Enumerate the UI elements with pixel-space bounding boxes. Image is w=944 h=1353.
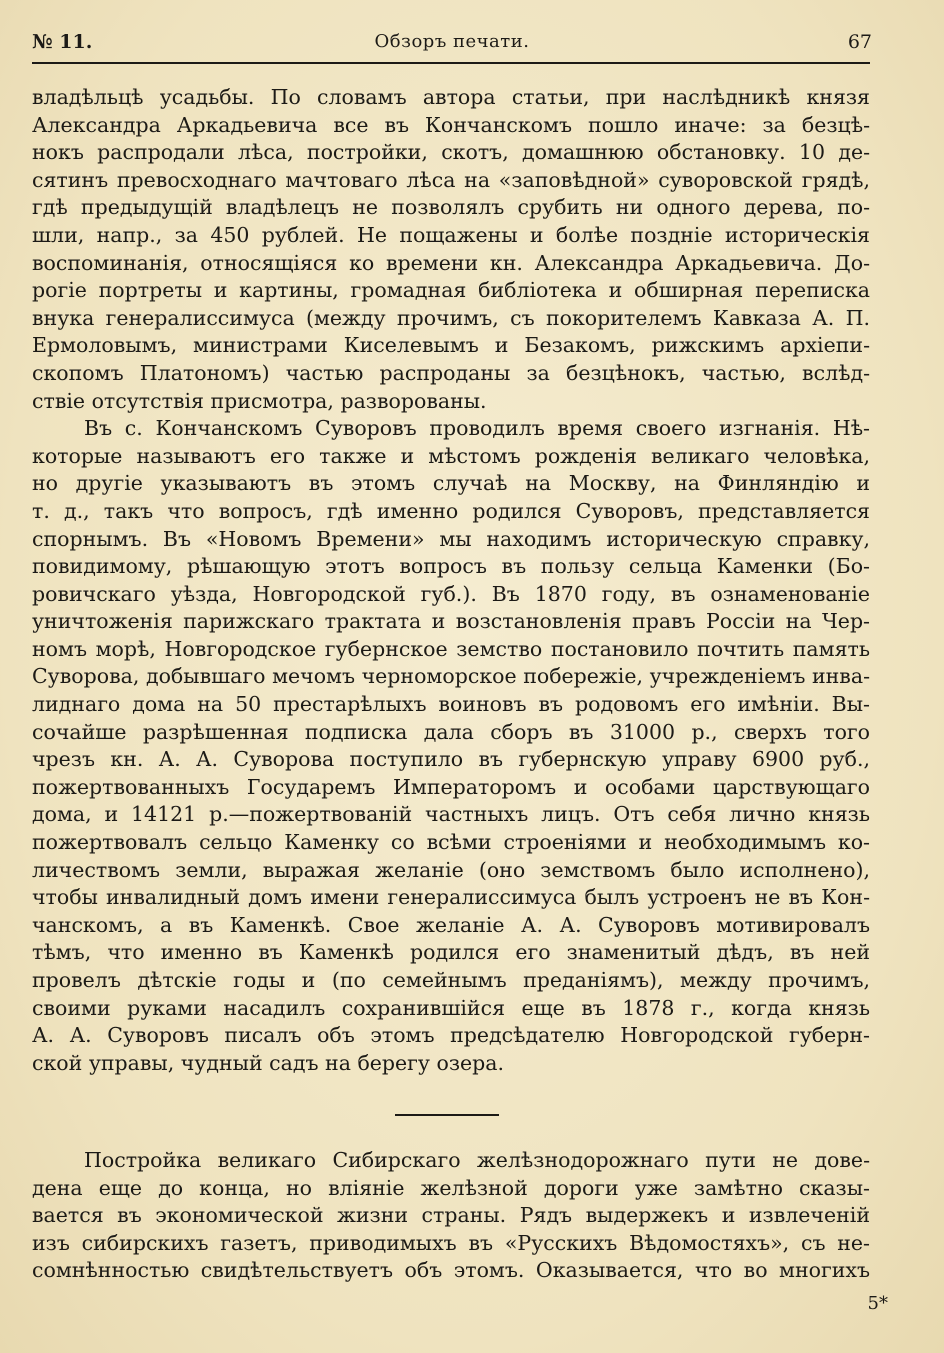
text-line: ствіе отсутствія присмотра, разворованы. bbox=[32, 388, 487, 413]
text-line: чанскомъ, а въ Каменкѣ. Свое желаніе А. А. Суворовъ мотивировалъ bbox=[32, 912, 870, 937]
text-line: Постройка великаго Сибирскаго желѣзнодорожнаго пути не дове- bbox=[84, 1148, 870, 1172]
text-line: чрезъ кн. А. А. Суворова поступило въ губернскую управу 6900 руб., bbox=[32, 747, 870, 772]
paragraph-2 bbox=[32, 415, 870, 1077]
section-separator bbox=[395, 1114, 499, 1116]
text-line: сомнѣнностью свидѣтельствуетъ объ этомъ. Оказывается, что во многихъ bbox=[32, 1258, 870, 1283]
text-line: которые называютъ его также и мѣстомъ рожденія великаго человѣка, bbox=[32, 443, 870, 468]
text-line: А. А. Суворовъ писалъ объ этомъ предсѣдателю Новгородской губерн- bbox=[32, 1023, 870, 1048]
text-line: сятинъ превосходнаго мачтоваго лѣса на «заповѣдной» суворовской грядѣ, bbox=[32, 167, 870, 192]
text-line: владѣльцѣ усадьбы. По словамъ автора статьи, при наслѣдникѣ князя bbox=[32, 85, 870, 109]
text-line: дена еще до конца, но вліяніе желѣзной дороги уже замѣтно сказы- bbox=[32, 1175, 870, 1200]
text-line: повидимому, рѣшающую этотъ вопросъ въ пользу сельца Каменки (Бо- bbox=[32, 554, 870, 579]
text-line: Александра Аркадьевича все въ Кончанскомъ пошло иначе: за безцѣ- bbox=[32, 112, 870, 137]
text-line: Ермоловымъ, министрами Киселевымъ и Безакомъ, рижскимъ архіепи- bbox=[32, 333, 870, 358]
text-line: провелъ дѣтскіе годы и (по семейнымъ преданіямъ), между прочимъ, bbox=[32, 968, 870, 992]
paragraph-1 bbox=[32, 84, 870, 415]
text-line: шли, напр., за 450 рублей. Не пощажены и болѣе поздніе историческія bbox=[32, 222, 870, 247]
text-line: сочайше разрѣшенная подписка дала сборъ въ 31000 р., сверхъ того bbox=[32, 719, 870, 744]
issue-number: № 11. bbox=[32, 31, 93, 53]
text-line: чтобы инвалидный домъ имени генералиссимуса былъ устроенъ не въ Кон- bbox=[32, 885, 870, 910]
text-line: уничтоженія парижскаго трактата и возстановленія правъ Россіи на Чер- bbox=[32, 609, 870, 634]
main-text bbox=[32, 84, 870, 1077]
text-line: номъ морѣ, Новгородское губернское земство постановило почтить память bbox=[32, 636, 870, 661]
signature-mark: 5* bbox=[867, 1293, 888, 1314]
text-line: воспоминанія, относящіяся ко времени кн. Александра Аркадьевича. До- bbox=[32, 250, 870, 275]
text-line: пожертвовалъ сельцо Каменку со всѣми строеніями и необходимымъ ко- bbox=[32, 830, 870, 855]
paragraph-3 bbox=[32, 1147, 870, 1285]
text-line: спорнымъ. Въ «Новомъ Времени» мы находимъ историческую справку, bbox=[32, 526, 870, 551]
text-line: т. д., такъ что вопросъ, гдѣ именно родился Суворовъ, представляется bbox=[32, 498, 870, 523]
text-line: пожертвованныхъ Государемъ Императоромъ и особами царствующаго bbox=[32, 774, 870, 799]
text-line: тѣмъ, что именно въ Каменкѣ родился его знаменитый дѣдъ, въ ней bbox=[32, 940, 870, 965]
text-line: лиднаго дома на 50 престарѣлыхъ воиновъ въ родовомъ его имѣніи. Вы- bbox=[32, 692, 870, 717]
text-line: дома, и 14121 р.—пожертвованій частныхъ лицъ. Отъ себя лично князь bbox=[32, 802, 870, 827]
text-line: Въ с. Кончанскомъ Суворовъ проводилъ время своего изгнанія. Нѣ- bbox=[84, 416, 870, 441]
section-title: Обзоръ печати. bbox=[374, 31, 530, 52]
text-line: скопомъ Платономъ) частью распроданы за безцѣнокъ, частью, вслѣд- bbox=[32, 360, 870, 385]
page-number: 67 bbox=[847, 31, 872, 53]
text-line: изъ сибирскихъ газетъ, приводимыхъ въ «Русскихъ Вѣдомостяхъ», съ не- bbox=[32, 1230, 870, 1255]
text-line: внука генералиссимуса (между прочимъ, съ покорителемъ Кавказа А. П. bbox=[32, 305, 870, 330]
text-line: нокъ распродали лѣса, постройки, скотъ, домашнюю обстановку. 10 де- bbox=[32, 140, 870, 165]
text-line: своими руками насадилъ сохранившійся еще въ 1878 г., когда князь bbox=[32, 995, 870, 1020]
text-line: гдѣ предыдущій владѣлецъ не позволялъ срубить ни одного дерева, по- bbox=[32, 195, 870, 220]
text-line: ровичскаго уѣзда, Новгородской губ.). Въ 1870 году, въ ознаменованіе bbox=[32, 581, 870, 606]
text-line: рогіе портреты и картины, громадная библіотека и обширная переписка bbox=[32, 278, 870, 303]
text-line: личествомъ земли, выражая желаніе (оно земствомъ было исполнено), bbox=[32, 857, 870, 882]
text-line: но другіе указываютъ въ этомъ случаѣ на Москву, на Финляндію и bbox=[32, 471, 870, 496]
header-rule bbox=[32, 62, 870, 64]
text-line: вается въ экономической жизни страны. Рядъ выдержекъ и извлеченій bbox=[32, 1203, 870, 1228]
running-header bbox=[32, 31, 872, 59]
text-line: Суворова, добывшаго мечомъ черноморское побережіе, учрежденіемъ инва- bbox=[32, 664, 870, 689]
text-line: ской управы, чудный садъ на берегу озера. bbox=[32, 1050, 505, 1075]
